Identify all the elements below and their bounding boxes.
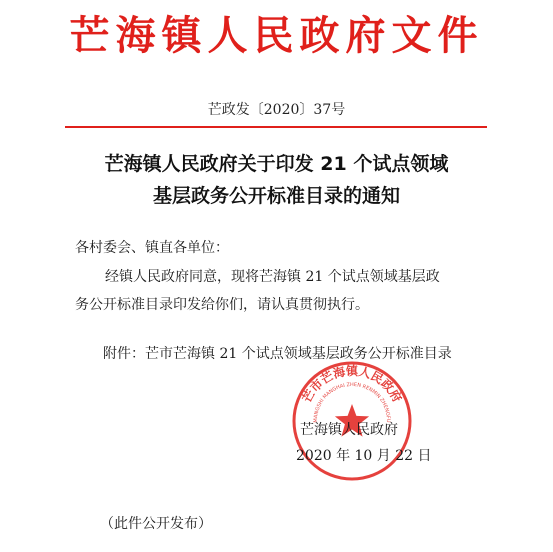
body-line-1: 经镇人民政府同意，现将芒海镇 21 个试点领域基层政	[105, 269, 440, 285]
red-divider	[65, 126, 487, 128]
issue-date: 2020 年 10 月 22 日	[296, 448, 432, 464]
document-title	[0, 148, 553, 212]
attachment-note: 附件：芒市芒海镇 21 个试点领域基层政务公开标准目录	[103, 346, 452, 362]
document-number: 芒政发〔2020〕37号	[207, 102, 346, 118]
seal-text-chinese: 芒市芒海镇人民政府	[299, 364, 405, 405]
issuer-banner: 芒海镇人民政府文件	[69, 12, 484, 59]
seal-text-latin: MANGSHI MANGHAI ZHEN RENMIN ZHENGFU	[312, 381, 392, 423]
signer: 芒海镇人民政府	[300, 422, 398, 438]
body-line-2: 务公开标准目录印发给你们，请认真贯彻执行。	[75, 297, 369, 313]
publication-note: （此件公开发布）	[100, 516, 212, 532]
document-title-line-1: 芒海镇人民政府关于印发 21 个试点领域	[104, 153, 449, 175]
body-paragraph	[75, 263, 495, 319]
addressee: 各村委会、镇直各单位：	[75, 240, 229, 256]
document-title-line-2: 基层政务公开标准目录的通知	[152, 185, 400, 207]
